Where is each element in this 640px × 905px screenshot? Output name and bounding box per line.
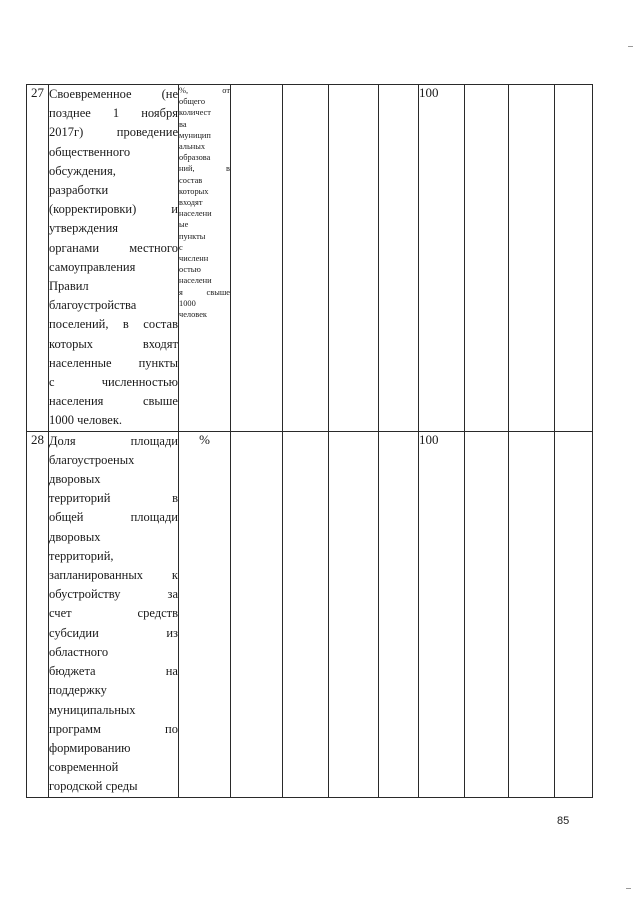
indicators-table — [26, 84, 593, 798]
unit-line: %, от — [179, 86, 230, 95]
empty-cell — [231, 431, 283, 797]
unit-of-measure — [179, 85, 231, 432]
description-line: разработки — [49, 183, 109, 198]
empty-cell — [465, 85, 509, 432]
description-line: дворовых — [49, 472, 101, 487]
description-line: с численностью — [49, 375, 178, 390]
unit-line: ые — [179, 220, 189, 230]
empty-cell — [231, 85, 283, 432]
unit-line: остью — [179, 265, 201, 275]
description-line: обсуждения, — [49, 163, 116, 178]
unit-line: которых — [179, 186, 209, 196]
unit-line: численн — [179, 254, 209, 264]
description-line: которых входят — [49, 336, 178, 351]
unit-line: входят — [179, 198, 203, 208]
unit-line: я свыше — [179, 287, 230, 297]
description-line: самоуправления — [49, 259, 136, 274]
description-line: городской среды — [49, 779, 138, 794]
empty-cell — [509, 431, 555, 797]
unit-line: общего — [179, 97, 206, 107]
empty-cell — [555, 85, 593, 432]
description-line: позднее 1 ноября — [49, 106, 178, 121]
empty-cell — [379, 85, 419, 432]
unit-line: количест — [179, 108, 211, 118]
description-line: дворовых — [49, 529, 101, 544]
indicator-description — [49, 431, 179, 797]
unit-line: населени — [179, 209, 212, 219]
description-line: благоустройства — [49, 298, 137, 313]
empty-cell — [465, 431, 509, 797]
scan-edge-mark — [628, 46, 633, 47]
description-line: современной — [49, 760, 119, 775]
description-line: территорий в — [49, 491, 178, 506]
unit-line: человек — [179, 310, 207, 320]
description-line: программ по — [49, 721, 178, 736]
description-line: поддержку — [49, 683, 107, 698]
description-line: территорий, — [49, 548, 114, 563]
target-value: 100 — [419, 85, 465, 432]
description-line: 1000 человек. — [49, 413, 123, 428]
description-line: органами местного — [49, 240, 178, 255]
empty-cell — [509, 85, 555, 432]
unit-line: ний, в — [179, 164, 230, 174]
description-line: Доля площади — [49, 433, 178, 448]
description-line: Правил — [49, 279, 89, 294]
unit-line: ва — [179, 119, 187, 129]
description-line: бюджета на — [49, 664, 178, 679]
description-line: населенные пункты — [49, 355, 178, 370]
description-line: поселений, в состав — [49, 317, 178, 332]
description-line: счет средств — [49, 606, 178, 621]
empty-cell — [555, 431, 593, 797]
unit-line: 1000 — [179, 298, 196, 308]
row-number: 27 — [27, 85, 49, 432]
description-line: муниципальных — [49, 702, 136, 717]
description-line: Своевременное (не — [49, 87, 178, 101]
unit-line: населени — [179, 276, 212, 286]
description-line: обустройству за — [49, 587, 178, 602]
description-line: утверждения — [49, 221, 119, 236]
description-line: формированию — [49, 740, 131, 755]
target-value: 100 — [419, 431, 465, 797]
table-row — [27, 431, 593, 797]
description-line: общей площади — [49, 510, 178, 525]
empty-cell — [379, 431, 419, 797]
description-line: общественного — [49, 144, 131, 159]
unit-line: с — [179, 242, 183, 252]
description-line: (корректировки) и — [49, 202, 178, 217]
unit-line: состав — [179, 175, 203, 185]
description-line: запланированных к — [49, 568, 178, 583]
scan-edge-mark — [626, 888, 631, 889]
row-number: 28 — [27, 431, 49, 797]
description-line: населения свыше — [49, 394, 178, 409]
description-line: благоустроеных — [49, 452, 135, 467]
empty-cell — [329, 431, 379, 797]
description-line: 2017г) проведение — [49, 125, 178, 140]
empty-cell — [283, 431, 329, 797]
unit-line: образова — [179, 153, 211, 163]
empty-cell — [283, 85, 329, 432]
indicator-description — [49, 85, 179, 432]
empty-cell — [329, 85, 379, 432]
description-line: областного — [49, 644, 109, 659]
unit-line: муницип — [179, 130, 211, 140]
description-line: субсидии из — [49, 625, 178, 640]
unit-line: пункты — [179, 231, 206, 241]
unit-of-measure: % — [179, 431, 231, 797]
page-number: 85 — [557, 815, 570, 827]
unit-line: альных — [179, 142, 206, 152]
table-row — [27, 85, 593, 432]
